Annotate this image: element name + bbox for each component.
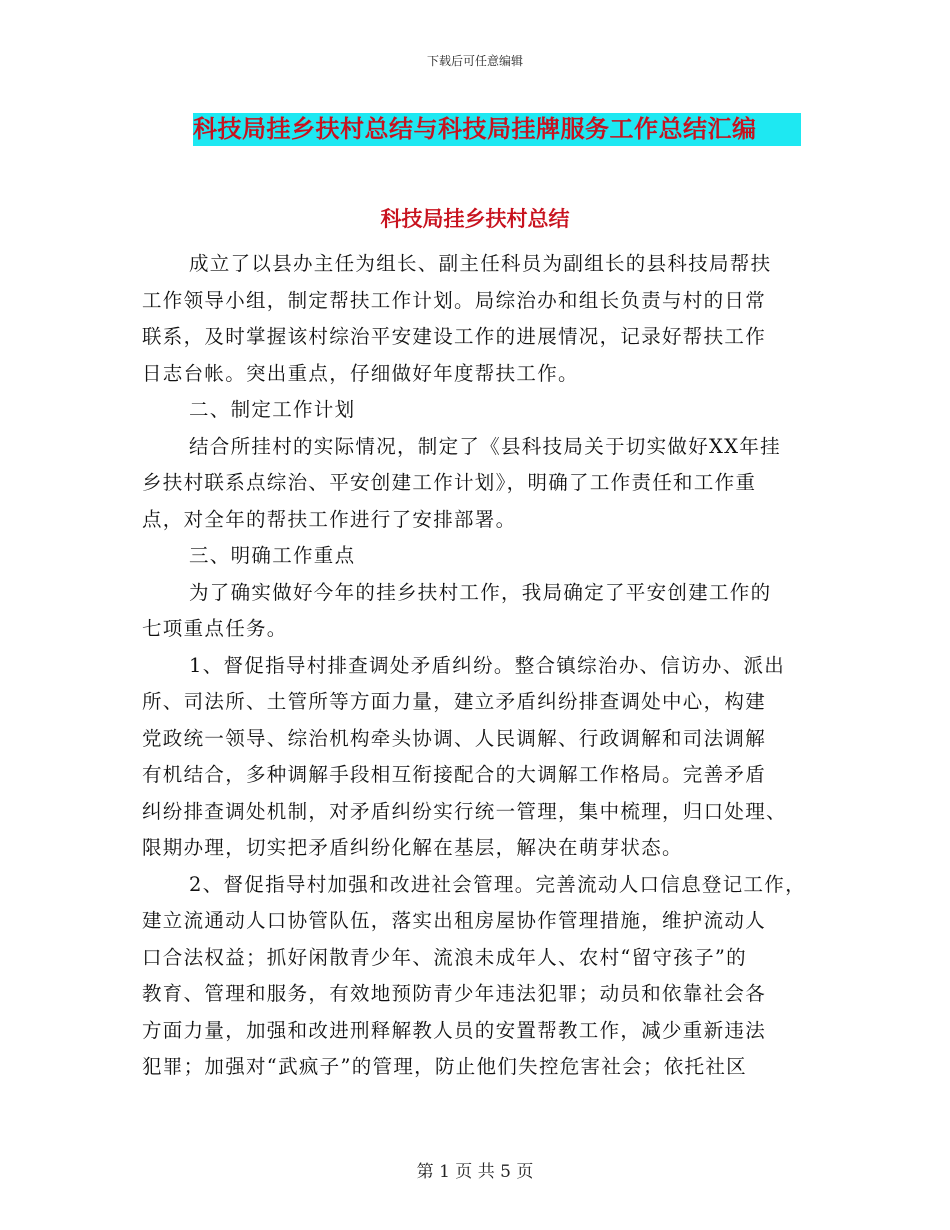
paragraph-line: 为了确实做好今年的挂乡扶村工作，我局确定了平安创建工作的 bbox=[189, 580, 772, 604]
paragraph-line: 2、督促指导村加强和改进社会管理。完善流动人口信息登记工作， bbox=[189, 872, 806, 896]
paragraph-line: 日志台帐。突出重点，仔细做好年度帮扶工作。 bbox=[142, 361, 579, 385]
paragraph-line: 党政统一领导、综治机构牵头协调、人民调解、行政调解和司法调解 bbox=[142, 726, 767, 750]
paragraph-line: 结合所挂村的实际情况，制定了《县科技局关于切实做好XX年挂 bbox=[189, 434, 781, 458]
paragraph-line: 限期办理，切实把矛盾纠纷化解在基层，解决在萌芽状态。 bbox=[142, 836, 683, 859]
paragraph-line: 方面力量，加强和改进刑释解教人员的安置帮教工作，减少重新违法 bbox=[142, 1018, 767, 1042]
paragraph-line: 成立了以县办主任为组长、副主任科员为副组长的县科技局帮扶 bbox=[189, 252, 772, 275]
paragraph-line: 点，对全年的帮扶工作进行了安排部署。 bbox=[142, 507, 517, 531]
paragraph-line: 建立流通动人口协管队伍，落实出租房屋协作管理措施，维护流动人 bbox=[142, 909, 767, 932]
section-heading: 三、明确工作重点 bbox=[189, 544, 356, 567]
document-title: 科技局挂乡扶村总结与科技局挂牌服务工作总结汇编 bbox=[193, 115, 757, 143]
paragraph-line: 教育、管理和服务，有效地预防青少年违法犯罪；动员和依靠社会各 bbox=[142, 982, 767, 1005]
paragraph-line: 所、司法所、土管所等方面力量，建立矛盾纠纷排查调处中心，构建 bbox=[142, 690, 767, 713]
paragraph-line: 1、督促指导村排查调处矛盾纠纷。整合镇综治办、信访办、派出 bbox=[189, 653, 786, 677]
page-header-note: 下载后可任意编辑 bbox=[426, 54, 523, 68]
paragraph-line: 犯罪；加强对“武疯子”的管理，防止他们失控危害社会；依托社区 bbox=[142, 1055, 747, 1078]
paragraph-line: 有机结合，多种调解手段相互衔接配合的大调解工作格局。完善矛盾 bbox=[142, 763, 767, 786]
paragraph-line: 七项重点任务。 bbox=[142, 617, 288, 640]
section-heading: 二、制定工作计划 bbox=[189, 398, 356, 421]
body-text bbox=[142, 246, 822, 1086]
paragraph-line: 乡扶村联系点综治、平安创建工作计划》，明确了工作责任和工作重 bbox=[142, 471, 757, 494]
paragraph-line: 纠纷排查调处机制，对矛盾纠纷实行统一管理，集中梳理，归口处理、 bbox=[142, 799, 787, 823]
section-title: 科技局挂乡扶村总结 bbox=[380, 207, 570, 231]
paragraph-line: 口合法权益；抓好闲散青少年、流浪未成年人、农村“留守孩子”的 bbox=[142, 945, 747, 969]
paragraph-line: 工作领导小组，制定帮扶工作计划。局综治办和组长负责与村的日常 bbox=[142, 288, 767, 312]
paragraph-line: 联系，及时掌握该村综治平安建设工作的进展情况，记录好帮扶工作 bbox=[142, 325, 767, 348]
page-number: 第 1 页 共 5 页 bbox=[416, 1162, 534, 1182]
